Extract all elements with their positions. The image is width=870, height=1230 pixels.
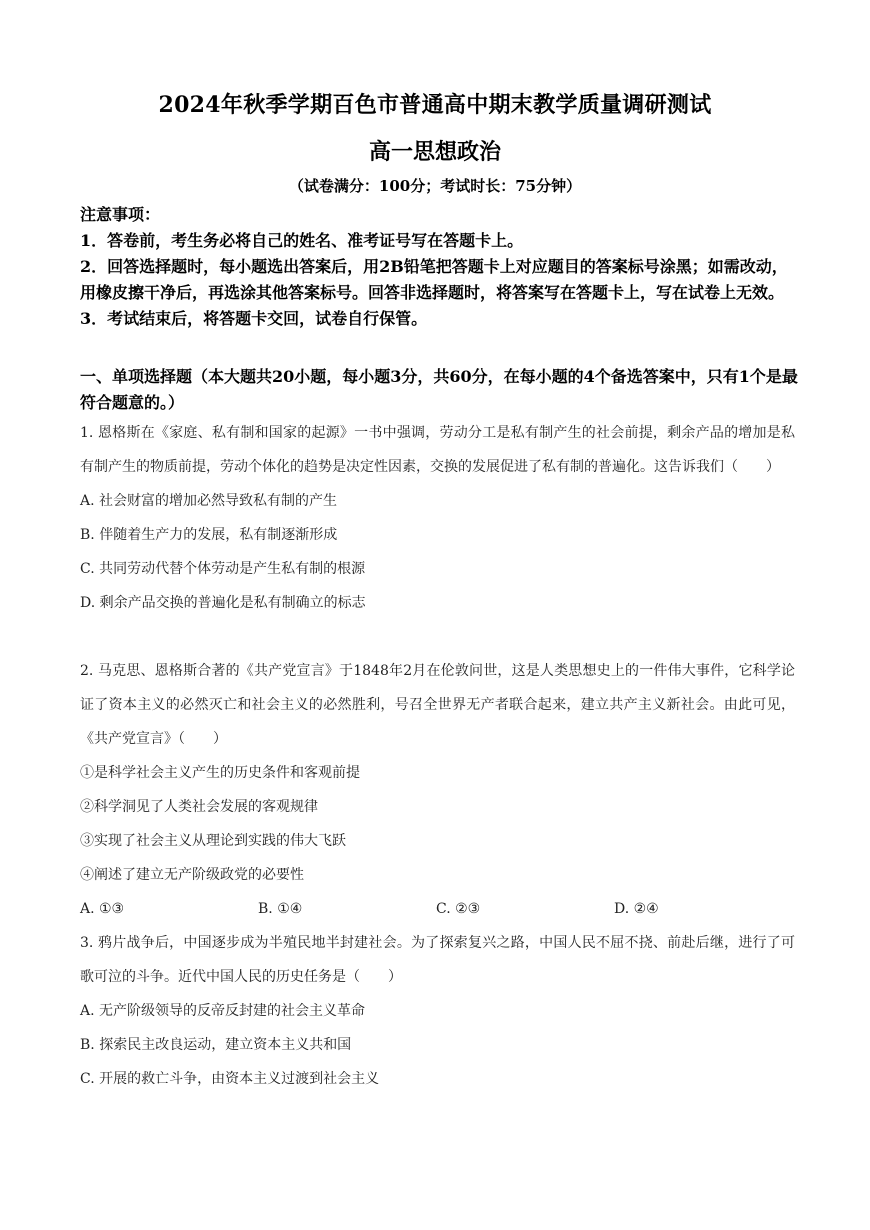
exam-title: 2024年秋季学期百色市普通高中期末教学质量调研测试 bbox=[158, 92, 712, 118]
statement-1: ①是科学社会主义产生的历史条件和客观前提 bbox=[80, 765, 360, 781]
options-row bbox=[80, 892, 795, 926]
statement-2: ②科学洞见了人类社会发展的客观规律 bbox=[80, 799, 318, 815]
option-c: C. ②③ bbox=[436, 901, 481, 917]
option-a: A. 无产阶级领导的反帝反封建的社会主义革命 bbox=[80, 1003, 366, 1019]
statement-3: ③实现了社会主义从理论到实践的伟大飞跃 bbox=[80, 833, 346, 849]
notes-block bbox=[80, 202, 800, 332]
notes-heading: 注意事项： bbox=[80, 205, 161, 224]
question-stem: 3. 鸦片战争后，中国逐步成为半殖民地半封建社会。为了探索复兴之路，中国人民不屈不挠、前赴后继，进行了可歌可泣的斗争。近代中国人民的历史任务是（ ） bbox=[80, 935, 795, 985]
question-1 bbox=[80, 416, 795, 620]
option-c: C. 共同劳动代替个体劳动是产生私有制的根源 bbox=[80, 561, 366, 577]
question-3 bbox=[80, 926, 795, 1096]
option-b: B. 探索民主改良运动，建立资本主义共和国 bbox=[80, 1037, 352, 1053]
note-item: 1．答卷前，考生务必将自己的姓名、准考证号写在答题卡上。 bbox=[80, 231, 524, 250]
option-b: B. ①④ bbox=[258, 901, 303, 917]
option-b: B. 伴随着生产力的发展，私有制逐渐形成 bbox=[80, 527, 338, 543]
note-item: 2．回答选择题时，每小题选出答案后，用2B铅笔把答题卡上对应题目的答案标号涂黑；如需改动，用橡皮擦干净后，再选涂其他答案标号。回答非选择题时，将答案写在答题卡上，写在试卷上无效。 bbox=[80, 257, 788, 302]
note-item: 3．考试结束后，将答题卡交回，试卷自行保管。 bbox=[80, 309, 428, 328]
option-a: A. 社会财富的增加必然导致私有制的产生 bbox=[80, 493, 338, 509]
option-d: D. ②④ bbox=[614, 901, 659, 917]
question-stem: 2. 马克思、恩格斯合著的《共产党宣言》于1848年2月在伦敦问世，这是人类思想史上的一件伟大事件，它科学论证了资本主义的必然灭亡和社会主义的必然胜利，号召全世界无产者联合起来，建立共产主义新社会。由此可见，《共产党宣言》（ ） bbox=[80, 663, 795, 747]
exam-info: （试卷满分：100分；考试时长：75分钟） bbox=[288, 177, 582, 195]
option-d: D. 剩余产品交换的普遍化是私有制确立的标志 bbox=[80, 595, 366, 611]
section-heading: 一、单项选择题（本大题共20小题，每小题3分，共60分，在每小题的4个备选答案中，只有1个是最符合题意的。） bbox=[80, 367, 798, 412]
option-c: C. 开展的救亡斗争，由资本主义过渡到社会主义 bbox=[80, 1071, 380, 1087]
question-stem: 1. 恩格斯在《家庭、私有制和国家的起源》一书中强调，劳动分工是私有制产生的社会前提，剩余产品的增加是私有制产生的物质前提，劳动个体化的趋势是决定性因素，交换的发展促进了私有制的普遍化。这告诉我们（ ） bbox=[80, 425, 795, 475]
subject-title: 高一思想政治 bbox=[368, 139, 501, 165]
statement-4: ④阐述了建立无产阶级政党的必要性 bbox=[80, 867, 304, 883]
option-a: A. ①③ bbox=[80, 901, 125, 917]
question-2 bbox=[80, 654, 795, 926]
